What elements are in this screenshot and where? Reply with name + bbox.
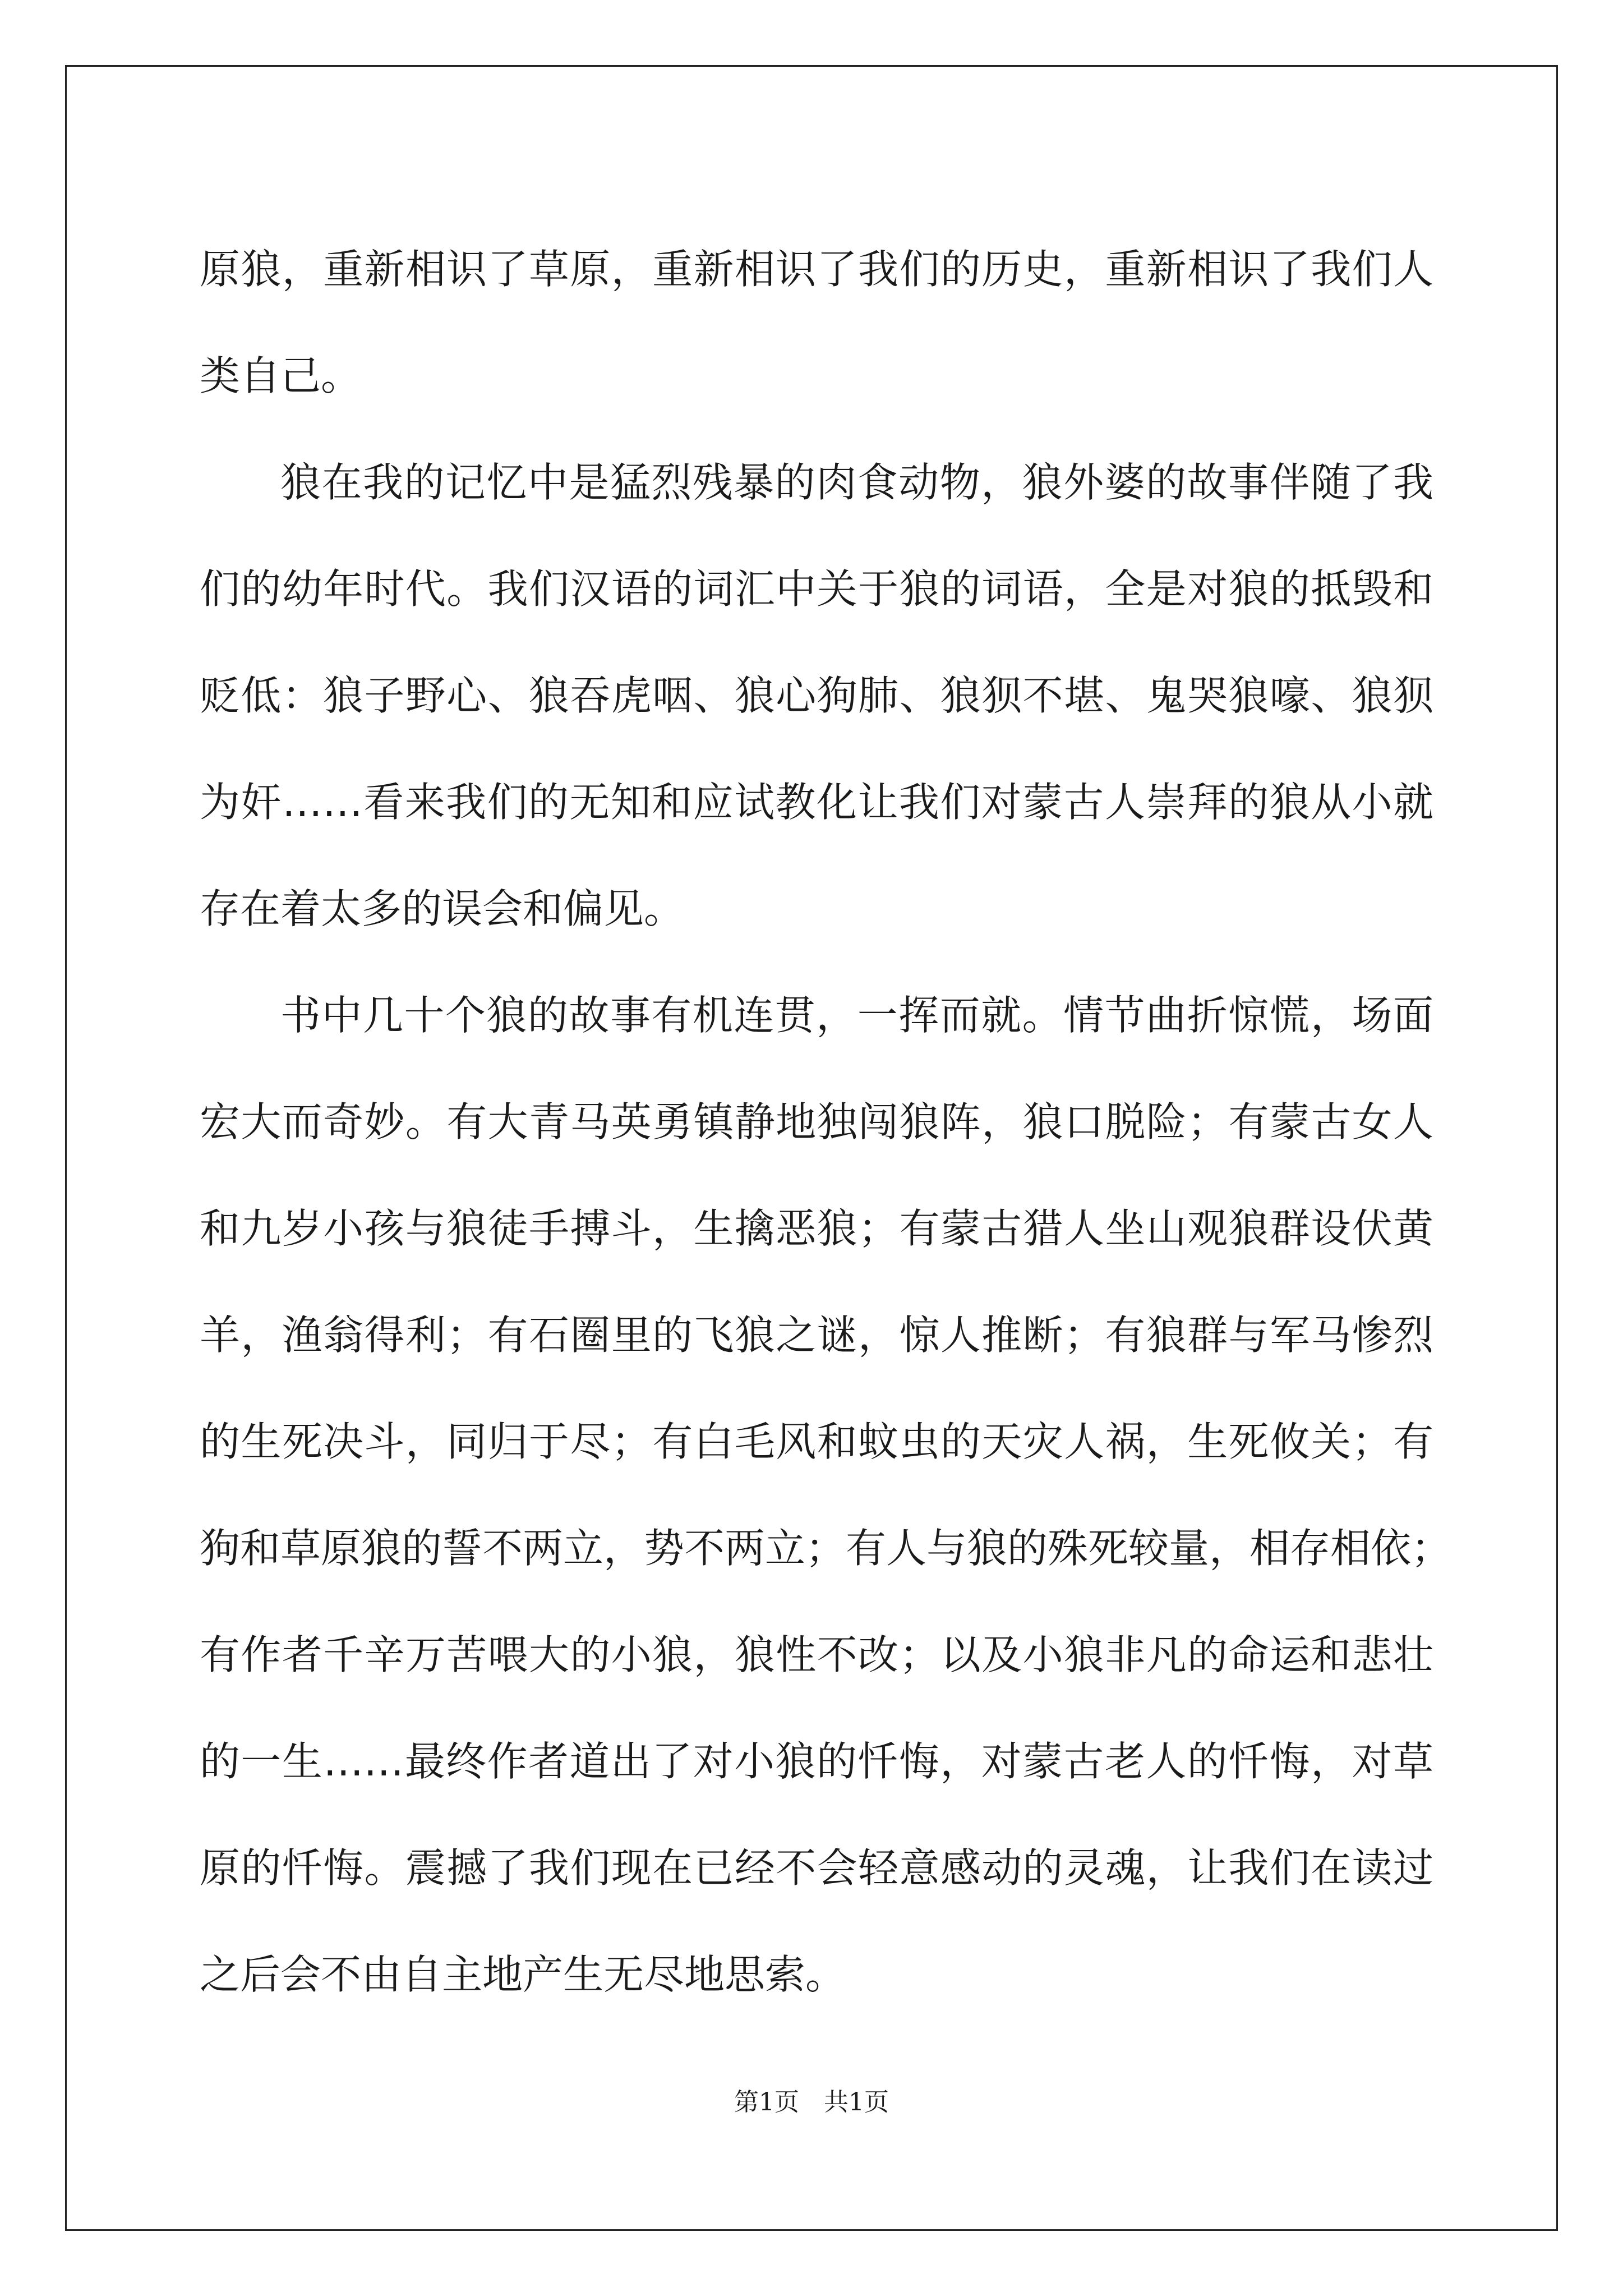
text-line: 的一生……最终作者道出了对小狼的忏悔，对蒙古老人的忏悔，对草	[200, 1738, 1433, 1785]
text-line: 的生死决斗，同归于尽；有白毛风和蚊虫的天灾人祸，生死攸关；有	[200, 1418, 1433, 1465]
page-number-footer: 第1页 共1页	[734, 2088, 889, 2116]
text-line: 存在着太多的误会和偏见。	[200, 885, 685, 932]
text-line: 贬低：狼子野心、狼吞虎咽、狼心狗肺、狼狈不堪、鬼哭狼嚎、狼狈	[200, 672, 1433, 719]
text-line: 狼在我的记忆中是猛烈残暴的肉食动物，狼外婆的故事伴随了我	[280, 459, 1433, 506]
document-body	[200, 216, 1452, 2028]
text-line: 羊，渔翁得利；有石圈里的飞狼之谜，惊人推断；有狼群与军马惨烈	[200, 1312, 1433, 1359]
text-line: 宏大而奇妙。有大青马英勇镇静地独闯狼阵，狼口脱险；有蒙古女人	[200, 1098, 1433, 1145]
text-line: 有作者千辛万苦喂大的小狼，狼性不改；以及小狼非凡的命运和悲壮	[200, 1631, 1433, 1678]
text-line: 和九岁小孩与狼徒手搏斗，生擒恶狼；有蒙古猎人坐山观狼群设伏黄	[200, 1205, 1433, 1252]
text-line: 为奸……看来我们的无知和应试教化让我们对蒙古人崇拜的狼从小就	[200, 779, 1433, 826]
text-line: 原狼，重新相识了草原，重新相识了我们的历史，重新相识了我们人	[200, 246, 1433, 293]
text-line: 书中几十个狼的故事有机连贯，一挥而就。情节曲折惊慌，场面	[280, 992, 1433, 1039]
text-line: 之后会不由自主地产生无尽地思索。	[200, 1951, 846, 1998]
text-line: 狗和草原狼的誓不两立，势不两立；有人与狼的殊死较量，相存相依；	[200, 1525, 1452, 1572]
text-line: 类自己。	[200, 352, 362, 399]
text-line: 原的忏悔。震撼了我们现在已经不会轻意感动的灵魂，让我们在读过	[200, 1844, 1433, 1892]
text-line: 们的幼年时代。我们汉语的词汇中关于狼的词语，全是对狼的抵毁和	[200, 565, 1433, 613]
